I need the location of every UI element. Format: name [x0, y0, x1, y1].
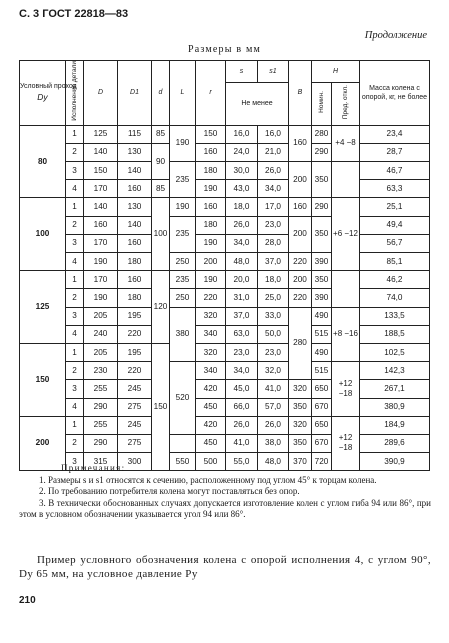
- cell-s1: 21,0: [258, 143, 289, 161]
- cell-s: 31,0: [226, 289, 258, 307]
- cell-m: 289,6: [360, 434, 430, 452]
- cell-dy: 80: [20, 125, 66, 198]
- cell-D: 140: [84, 198, 118, 216]
- cell-H: 490: [312, 307, 332, 325]
- header-s: s: [226, 61, 258, 83]
- cell-s1: 23,0: [258, 343, 289, 361]
- cell-L: 235: [170, 271, 196, 289]
- cell-r: 190: [196, 180, 226, 198]
- cell-m: 133,5: [360, 307, 430, 325]
- cell-s: 41,0: [226, 434, 258, 452]
- note-1: 1. Размеры s и s1 относятся к сечению, расположенному под углом 45° к торцам колена.: [39, 474, 377, 485]
- note-3: 3. В технически обоснованных случаях допускается изготовление колен с углом гиба 94 или 86°, при этом в условном обозначении указывается угол 94 или 86°.: [19, 497, 431, 519]
- cell-r: 160: [196, 143, 226, 161]
- cell-s1: 28,0: [258, 234, 289, 252]
- header-D: D: [84, 61, 118, 126]
- cell-L: 190: [170, 198, 196, 216]
- cell-D: 170: [84, 180, 118, 198]
- cell-s1: 26,0: [258, 416, 289, 434]
- cell-H: 515: [312, 325, 332, 343]
- cell-s: 55,0: [226, 453, 258, 471]
- cell-s: 48,0: [226, 253, 258, 271]
- cell-D1: 195: [118, 307, 152, 325]
- cell-n: 4: [66, 398, 84, 416]
- cell-n: 4: [66, 180, 84, 198]
- cell-m: 184,9: [360, 416, 430, 434]
- document-header: С. 3 ГОСТ 22818—83: [19, 8, 129, 20]
- cell-B: 160: [289, 198, 312, 216]
- cell-n: 4: [66, 325, 84, 343]
- cell-m: 267,1: [360, 380, 430, 398]
- cell-tol: +12 −18: [332, 362, 360, 417]
- cell-H: 490: [312, 343, 332, 361]
- cell-r: 160: [196, 198, 226, 216]
- cell-D1: 275: [118, 434, 152, 452]
- cell-n: 1: [66, 343, 84, 361]
- dimensions-table: [19, 60, 430, 471]
- cell-s1: 23,0: [258, 216, 289, 234]
- cell-D1: 115: [118, 125, 152, 143]
- cell-B: 200: [289, 216, 312, 252]
- cell-H: 720: [312, 453, 332, 471]
- header-H: H: [312, 61, 360, 83]
- cell-m: 74,0: [360, 289, 430, 307]
- cell-D1: 160: [118, 180, 152, 198]
- cell-s: 26,0: [226, 416, 258, 434]
- cell-n: 1: [66, 271, 84, 289]
- cell-L: 190: [170, 125, 196, 161]
- cell-d: 100: [152, 198, 170, 271]
- cell-D: 125: [84, 125, 118, 143]
- cell-D1: 275: [118, 398, 152, 416]
- cell-n: 2: [66, 143, 84, 161]
- header-d: d: [152, 61, 170, 126]
- cell-m: 142,3: [360, 362, 430, 380]
- cell-r: 180: [196, 162, 226, 180]
- cell-tol: +8 −16: [332, 307, 360, 362]
- cell-D1: 300: [118, 453, 152, 471]
- cell-m: 85,1: [360, 253, 430, 271]
- cell-tol: +6 −12: [332, 198, 360, 271]
- cell-s: 34,0: [226, 234, 258, 252]
- cell-r: 340: [196, 362, 226, 380]
- cell-d: 85: [152, 125, 170, 143]
- cell-m: 46,7: [360, 162, 430, 180]
- cell-s1: 26,0: [258, 162, 289, 180]
- cell-d: 120: [152, 271, 170, 344]
- cell-H: 350: [312, 271, 332, 289]
- cell-D: 205: [84, 343, 118, 361]
- cell-s1: 37,0: [258, 253, 289, 271]
- cell-s: 45,0: [226, 380, 258, 398]
- cell-n: 3: [66, 307, 84, 325]
- cell-D: 255: [84, 380, 118, 398]
- cell-m: 46,2: [360, 271, 430, 289]
- cell-H: 650: [312, 416, 332, 434]
- table-row: [20, 125, 430, 143]
- cell-r: 200: [196, 253, 226, 271]
- cell-dy: 125: [20, 271, 66, 344]
- cell-L: 235: [170, 162, 196, 198]
- cell-d: 150: [152, 343, 170, 470]
- cell-n: 2: [66, 362, 84, 380]
- cell-D: 290: [84, 398, 118, 416]
- notes-title: Примечания:: [61, 463, 126, 473]
- table-row: [20, 198, 430, 216]
- cell-B: 320: [289, 380, 312, 398]
- cell-D: 240: [84, 325, 118, 343]
- cell-D1: 245: [118, 416, 152, 434]
- cell-m: 49,4: [360, 216, 430, 234]
- cell-H: 290: [312, 143, 332, 161]
- table-row: [20, 362, 430, 380]
- cell-B: 320: [289, 416, 312, 434]
- cell-s: 34,0: [226, 362, 258, 380]
- cell-D1: 160: [118, 234, 152, 252]
- cell-D1: 130: [118, 143, 152, 161]
- cell-B: 350: [289, 434, 312, 452]
- cell-n: 1: [66, 198, 84, 216]
- cell-B: 200: [289, 271, 312, 289]
- cell-s1: 48,0: [258, 453, 289, 471]
- cell-L: 520: [170, 362, 196, 435]
- cell-s: 20,0: [226, 271, 258, 289]
- cell-D1: 130: [118, 198, 152, 216]
- cell-B: 220: [289, 289, 312, 307]
- cell-dy: 150: [20, 343, 66, 416]
- cell-B: 160: [289, 125, 312, 161]
- cell-D1: 245: [118, 380, 152, 398]
- header-version-label: Исполнение детали: [70, 61, 78, 121]
- table-row: [20, 398, 430, 416]
- cell-B: 350: [289, 398, 312, 416]
- table-row: [20, 162, 430, 180]
- notes-section: [19, 463, 431, 521]
- cell-m: 28,7: [360, 143, 430, 161]
- cell-s: 24,0: [226, 143, 258, 161]
- cell-L: 380: [170, 307, 196, 362]
- cell-s1: 32,0: [258, 362, 289, 380]
- cell-s: 16,0: [226, 125, 258, 143]
- continuation-label: Продолжение: [364, 30, 427, 41]
- cell-H: 670: [312, 398, 332, 416]
- cell-r: 450: [196, 398, 226, 416]
- cell-H: 650: [312, 380, 332, 398]
- cell-r: 320: [196, 343, 226, 361]
- table-row: [20, 253, 430, 271]
- cell-H: 290: [312, 198, 332, 216]
- table-row: [20, 307, 430, 325]
- table-caption: Размеры в мм: [187, 44, 262, 55]
- cell-s1: 25,0: [258, 289, 289, 307]
- cell-B: 200: [289, 162, 312, 198]
- header-dy-label: Условный проход: [20, 82, 77, 90]
- designation-example: Пример условного обозначения колена с опорой исполнения 4, с углом 90°, Dy 65 мм, на условное давление Py: [19, 554, 431, 580]
- cell-s1: 57,0: [258, 398, 289, 416]
- cell-H: 350: [312, 162, 332, 198]
- cell-d: 90: [152, 143, 170, 179]
- table-row: [20, 343, 430, 361]
- cell-n: 4: [66, 253, 84, 271]
- cell-H: 280: [312, 125, 332, 143]
- header-B: B: [289, 61, 312, 126]
- cell-H: 515: [312, 362, 332, 380]
- cell-D: 290: [84, 434, 118, 452]
- cell-L: 250: [170, 253, 196, 271]
- cell-s: 23,0: [226, 343, 258, 361]
- cell-H: 390: [312, 253, 332, 271]
- cell-r: 320: [196, 307, 226, 325]
- cell-n: 2: [66, 216, 84, 234]
- cell-s: 37,0: [226, 307, 258, 325]
- cell-tol: [332, 162, 360, 198]
- cell-r: 450: [196, 434, 226, 452]
- cell-n: 3: [66, 453, 84, 471]
- cell-r: 190: [196, 234, 226, 252]
- cell-r: 150: [196, 125, 226, 143]
- header-nomin: [312, 83, 332, 126]
- table-row: [20, 434, 430, 452]
- header-tol-label: Пред. откл.: [341, 84, 349, 119]
- cell-n: 3: [66, 162, 84, 180]
- cell-L: 235: [170, 216, 196, 252]
- cell-D1: 220: [118, 362, 152, 380]
- cell-H: 670: [312, 434, 332, 452]
- cell-s1: 16,0: [258, 125, 289, 143]
- cell-D1: 140: [118, 162, 152, 180]
- cell-H: 350: [312, 216, 332, 252]
- cell-m: 380,9: [360, 398, 430, 416]
- table-row: [20, 325, 430, 343]
- table-row: [20, 143, 430, 161]
- header-r: r: [196, 61, 226, 126]
- cell-D: 170: [84, 234, 118, 252]
- table-row: [20, 416, 430, 434]
- cell-m: 188,5: [360, 325, 430, 343]
- cell-L: 550: [170, 453, 196, 471]
- cell-B: 220: [289, 253, 312, 271]
- cell-D1: 195: [118, 343, 152, 361]
- cell-B: 370: [289, 453, 312, 471]
- cell-tol: +12 −18: [332, 416, 360, 471]
- cell-D1: 220: [118, 325, 152, 343]
- cell-s: 43,0: [226, 180, 258, 198]
- cell-s1: 17,0: [258, 198, 289, 216]
- cell-r: 220: [196, 289, 226, 307]
- cell-s1: 33,0: [258, 307, 289, 325]
- cell-D: 315: [84, 453, 118, 471]
- cell-s1: 50,0: [258, 325, 289, 343]
- cell-D: 150: [84, 162, 118, 180]
- table-body: [20, 125, 430, 471]
- cell-dy: 200: [20, 416, 66, 471]
- header-mass: Масса колена с опорой, кг, не более: [360, 61, 430, 126]
- table-row: [20, 234, 430, 252]
- header-s1: s1: [258, 61, 289, 83]
- cell-D1: 180: [118, 253, 152, 271]
- cell-n: 2: [66, 289, 84, 307]
- cell-D1: 140: [118, 216, 152, 234]
- cell-tol: [332, 271, 360, 307]
- cell-D: 255: [84, 416, 118, 434]
- cell-r: 180: [196, 216, 226, 234]
- cell-r: 420: [196, 416, 226, 434]
- cell-s1: 41,0: [258, 380, 289, 398]
- cell-m: 23,4: [360, 125, 430, 143]
- cell-D: 190: [84, 253, 118, 271]
- cell-D: 170: [84, 271, 118, 289]
- cell-D: 160: [84, 216, 118, 234]
- cell-s1: 34,0: [258, 180, 289, 198]
- cell-s: 26,0: [226, 216, 258, 234]
- cell-n: 3: [66, 234, 84, 252]
- cell-n: 1: [66, 416, 84, 434]
- cell-s1: 18,0: [258, 271, 289, 289]
- cell-B: 280: [289, 307, 312, 380]
- table-row: [20, 216, 430, 234]
- cell-L: 250: [170, 289, 196, 307]
- cell-n: 1: [66, 125, 84, 143]
- cell-m: 390,9: [360, 453, 430, 471]
- cell-s: 66,0: [226, 398, 258, 416]
- header-L: L: [170, 61, 196, 126]
- table-row: [20, 289, 430, 307]
- header-not-less: Не менее: [226, 83, 289, 126]
- cell-r: 190: [196, 271, 226, 289]
- cell-d: 85: [152, 180, 170, 198]
- cell-m: 63,3: [360, 180, 430, 198]
- cell-m: 102,5: [360, 343, 430, 361]
- cell-s1: 38,0: [258, 434, 289, 452]
- cell-D: 140: [84, 143, 118, 161]
- cell-D: 205: [84, 307, 118, 325]
- cell-r: 420: [196, 380, 226, 398]
- cell-L: [170, 434, 196, 452]
- header-dy-symbol: Dy: [37, 91, 48, 102]
- cell-s: 63,0: [226, 325, 258, 343]
- cell-D1: 160: [118, 271, 152, 289]
- cell-D: 230: [84, 362, 118, 380]
- cell-D1: 180: [118, 289, 152, 307]
- cell-m: 56,7: [360, 234, 430, 252]
- header-nomin-label: Номин.: [317, 90, 325, 113]
- table-row: [20, 271, 430, 289]
- cell-r: 500: [196, 453, 226, 471]
- cell-dy: 100: [20, 198, 66, 271]
- cell-n: 2: [66, 434, 84, 452]
- table-row: [20, 180, 430, 198]
- cell-s: 30,0: [226, 162, 258, 180]
- cell-D: 190: [84, 289, 118, 307]
- cell-r: 340: [196, 325, 226, 343]
- header-D1: D1: [118, 61, 152, 126]
- table-row: [20, 380, 430, 398]
- cell-m: 25,1: [360, 198, 430, 216]
- cell-tol: +4 −8: [332, 125, 360, 161]
- cell-n: 3: [66, 380, 84, 398]
- page-number: 210: [19, 595, 36, 606]
- cell-s: 18,0: [226, 198, 258, 216]
- header-tol: [332, 83, 360, 126]
- cell-H: 390: [312, 289, 332, 307]
- note-2: 2. По требованию потребителя колена могут поставляться без опор.: [39, 486, 300, 496]
- header-version: [66, 61, 84, 126]
